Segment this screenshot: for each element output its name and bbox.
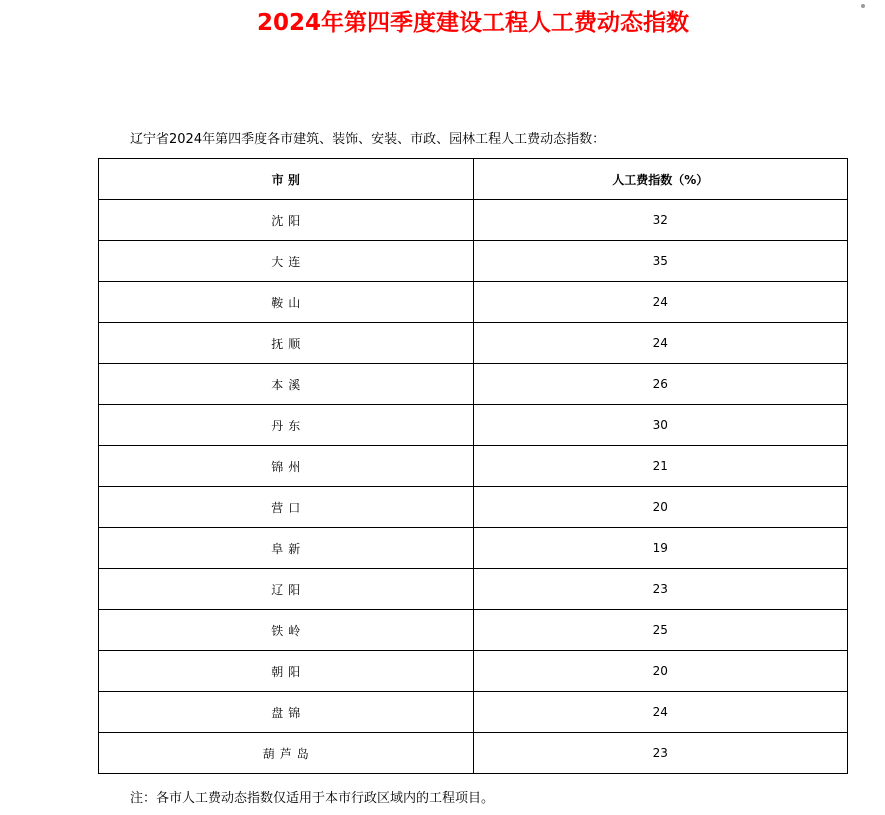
page-title: 2024年第四季度建设工程人工费动态指数 xyxy=(256,10,689,36)
index-value-cell: 23 xyxy=(473,569,848,610)
corner-dot xyxy=(861,4,865,8)
city-cell: 沈阳 xyxy=(99,200,474,241)
table-row xyxy=(99,282,848,323)
city-cell: 营口 xyxy=(99,487,474,528)
index-value-cell: 20 xyxy=(473,487,848,528)
index-value-cell: 30 xyxy=(473,405,848,446)
index-value-cell: 26 xyxy=(473,364,848,405)
city-cell: 抚顺 xyxy=(99,323,474,364)
table-row xyxy=(99,651,848,692)
footnote: 注：各市人工费动态指数仅适用于本市行政区域内的工程项目。 xyxy=(130,791,495,806)
header-index: 人工费指数（%） xyxy=(473,159,848,200)
city-cell: 大连 xyxy=(99,241,474,282)
index-value-cell: 24 xyxy=(473,692,848,733)
city-cell: 锦州 xyxy=(99,446,474,487)
city-cell: 铁岭 xyxy=(99,610,474,651)
city-cell: 盘锦 xyxy=(99,692,474,733)
city-cell: 本溪 xyxy=(99,364,474,405)
index-value-cell: 25 xyxy=(473,610,848,651)
table-row xyxy=(99,733,848,774)
index-value-cell: 23 xyxy=(473,733,848,774)
table-row xyxy=(99,323,848,364)
index-value-cell: 24 xyxy=(473,282,848,323)
city-cell: 阜新 xyxy=(99,528,474,569)
index-value-cell: 19 xyxy=(473,528,848,569)
labor-index-table xyxy=(98,158,848,774)
index-value-cell: 32 xyxy=(473,200,848,241)
intro-text: 辽宁省2024年第四季度各市建筑、装饰、安装、市政、园林工程人工费动态指数： xyxy=(130,132,606,147)
header-city: 市 别 xyxy=(99,159,474,200)
table-row xyxy=(99,487,848,528)
table-row xyxy=(99,446,848,487)
table-row xyxy=(99,200,848,241)
index-value-cell: 24 xyxy=(473,323,848,364)
city-cell: 辽阳 xyxy=(99,569,474,610)
table-row xyxy=(99,528,848,569)
city-cell: 丹东 xyxy=(99,405,474,446)
table-row xyxy=(99,405,848,446)
table-row xyxy=(99,241,848,282)
table-header-row xyxy=(99,159,848,200)
index-value-cell: 20 xyxy=(473,651,848,692)
index-value-cell: 35 xyxy=(473,241,848,282)
index-value-cell: 21 xyxy=(473,446,848,487)
table-row xyxy=(99,692,848,733)
table-row xyxy=(99,569,848,610)
table-row xyxy=(99,364,848,405)
city-cell: 葫芦岛 xyxy=(99,733,474,774)
city-cell: 鞍山 xyxy=(99,282,474,323)
table-row xyxy=(99,610,848,651)
table-body xyxy=(99,200,848,774)
city-cell: 朝阳 xyxy=(99,651,474,692)
